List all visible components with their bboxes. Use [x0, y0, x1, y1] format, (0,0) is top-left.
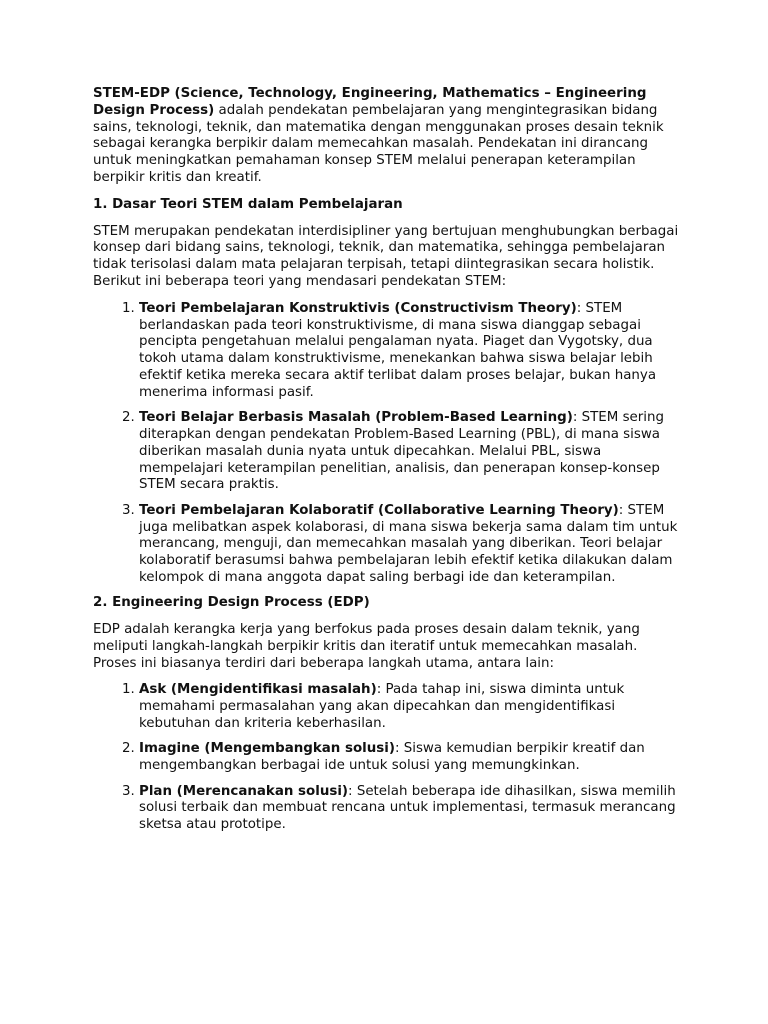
list-item [139, 682, 681, 732]
list-item-text: : Siswa kemudian berpikir kreatif dan mengembangkan berbagai ide untuk solusi yang memungkinkan. [139, 741, 645, 774]
list-item-text: : Setelah beberapa ide dihasilkan, siswa memilih solusi terbaik dan membuat rencana untuk implementasi, termasuk merancang sketsa atau prototipe. [139, 783, 676, 833]
intro-paragraph [93, 86, 681, 187]
list-item [139, 410, 681, 494]
section-2-heading: 2. Engineering Design Process (EDP) [93, 595, 370, 611]
list-item-text: : Pada tahap ini, siswa diminta untuk memahami permasalahan yang akan dipecahkan dan mengidentifikasi kebutuhan dan kriteria keberhasilan. [139, 682, 625, 732]
stem-theory-list [93, 301, 681, 587]
list-item-title: Teori Pembelajaran Kolaboratif (Collaborative Learning Theory) [139, 502, 619, 518]
list-item-text: : STEM sering diterapkan dengan pendekatan Problem-Based Learning (PBL), di mana siswa diberikan masalah dunia nyata untuk dipecahkan. Melalui PBL, siswa mempelajari keterampilan penelitian, analisis, dan penerapan konsep-konsep STEM secara praktis. [139, 410, 665, 493]
list-item [139, 301, 681, 402]
list-item [139, 503, 681, 587]
intro-term: STEM-EDP (Science, Technology, Engineering, Mathematics – Engineering Design Process) [93, 86, 647, 118]
intro-text: adalah pendekatan pembelajaran yang mengintegrasikan bidang sains, teknologi, teknik, dan matematika dengan menggunakan proses desain teknik sebagai kerangka berpikir dalam memecahkan masalah. Pendekatan ini dirancang untuk meningkatkan pemahaman konsep STEM melalui penerapan keterampilan berpikir kritis dan kreatif. [93, 102, 664, 185]
list-item-title: Ask (Mengidentifikasi masalah) [139, 682, 377, 698]
list-item-text: : STEM berlandaskan pada teori konstruktivisme, di mana siswa dianggap sebagai pencipta pengetahuan melalui pengalaman nyata. Piaget dan Vygotsky, dua tokoh utama dalam konstruktivisme, menekankan bahwa siswa belajar lebih efektif ketika mereka secara aktif terlibat dalam proses belajar, bukan hanya menerima informasi pasif. [139, 300, 657, 400]
list-item-title: Plan (Merencanakan solusi) [139, 783, 349, 799]
list-item-title: Teori Pembelajaran Konstruktivis (Constructivism Theory) [139, 300, 577, 316]
section-2-paragraph: EDP adalah kerangka kerja yang berfokus pada proses desain dalam teknik, yang meliputi langkah-langkah berpikir kritis dan iteratif untuk memecahkan masalah. Proses ini biasanya terdiri dari beberapa langkah utama, antara lain: [93, 622, 640, 671]
list-item-title: Imagine (Mengembangkan solusi) [139, 741, 395, 757]
edp-steps-list [93, 682, 681, 834]
document-page [93, 86, 681, 843]
section-1-heading: 1. Dasar Teori STEM dalam Pembelajaran [93, 196, 403, 212]
list-item-title: Teori Belajar Berbasis Masalah (Problem-Based Learning) [139, 410, 573, 426]
list-item-text: : STEM juga melibatkan aspek kolaborasi, di mana siswa bekerja sama dalam tim untuk merancang, menguji, dan memecahkan masalah yang diberikan. Teori belajar kolaboratif berasumsi bahwa pembelajaran lebih efektif ketika dilakukan dalam kelompok di mana anggota dapat saling berbagi ide dan keterampilan. [139, 502, 678, 585]
section-1-paragraph: STEM merupakan pendekatan interdisipliner yang bertujuan menghubungkan berbagai konsep dari bidang sains, teknologi, teknik, dan matematika, sehingga pembelajaran tidak terisolasi dalam mata pelajaran terpisah, tetapi diintegrasikan secara holistik. Berikut ini beberapa teori yang mendasari pendekatan STEM: [93, 223, 679, 289]
list-item [139, 784, 681, 834]
list-item [139, 741, 681, 775]
